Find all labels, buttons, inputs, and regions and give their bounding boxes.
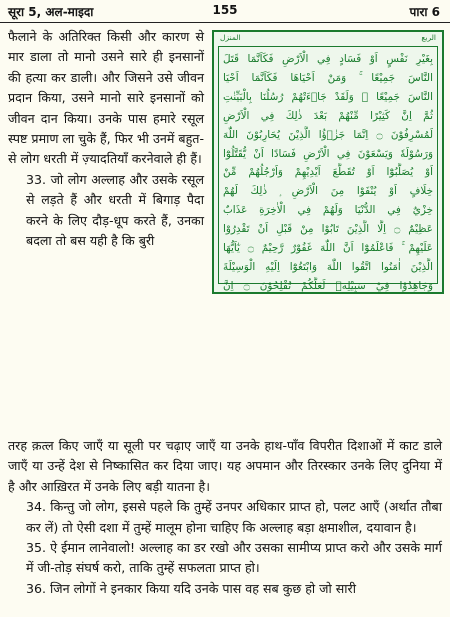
translation-column — [8, 27, 204, 251]
full-width-text — [8, 436, 442, 599]
translation-paragraph: फैलाने के अतिरिक्त किसी और कारण से मार डाला तो मानो उसने सारे ही इनसानों की हत्या कर डाली। और जिसने उसे जीवन प्रदान किया, उसने मानो सारे इनसानों को जीवन दान किया। उनके पास हमारे रसूल स्पष्ट प्रमाण ला चुके हैं, फिर भी उनमें बहुत-से लोग धरती में ज़्यादतियाँ करनेवाले ही हैं। — [8, 29, 204, 167]
manzil-marker: المنزل — [220, 33, 241, 42]
page-header — [0, 0, 450, 23]
arabic-text — [219, 47, 437, 296]
arabic-line: وَرَسُوْلَهٗ وَيَسْعَوْنَ فِي الْاَرْضِ فَسَادًا اَنْ يُّقَتَّلُوْٓا — [223, 147, 433, 160]
arabic-line: الَّذِيْنَ اٰمَنُوا اتَّقُوا اللّٰهَ وَابْتَغُوْٓا اِلَيْهِ الْوَسِيْلَةَ — [223, 260, 433, 273]
verse-33-start: 33. जो लोग अल्लाह और उसके रसूल से लड़ते हैं और धरती में बिगाड़ पैदा करने के लिए दौड़-धूप करते हैं, उनका बदला तो बस यही है कि बुरी — [26, 171, 204, 249]
page-number: 155 — [212, 3, 238, 17]
arabic-line: النَّاسَ جَمِيْعًا ۚ وَمَنْ اَحْيَاهَا فَكَاَنَّمَا اَحْيَا — [223, 71, 433, 84]
verse-33-continued: तरह क़त्ल किए जाएँ या सूली पर चढ़ाए जाएँ या उनके हाथ-पाँव विपरीत दिशाओं में काट डाले जाएँ या उन्हें देश से निष्कासित कर दिया जाए। यह अपमान और तिरस्कार उनके लिए दुनिया में है और आख़िरत में उनके लिए बड़ी यातना है। — [8, 438, 442, 494]
arabic-line: خِلَافٍ اَوْ يُنْفَوْا مِنَ الْاَرْضِ ۭ ذٰلِكَ لَهُمْ — [223, 185, 433, 198]
arabic-line: عَظِيْمٌ ۝ اِلَّا الَّذِيْنَ تَابُوْا مِنْ قَبْلِ اَنْ تَقْدِرُوْا — [223, 223, 433, 236]
surah-label: सूरा 5, अल-माइदा — [8, 5, 94, 19]
arabic-line: ثُمَّ اِنَّ كَثِيْرًا مِّنْهُمْ بَعْدَ ذٰلِكَ فِي الْاَرْضِ — [223, 109, 433, 122]
arabic-line: النَّاسَ جَمِيْعًا ۚ وَلَقَدْ جَاۗءَتْهُمْ رُسُلُنَا بِالْبَيِّنٰتِ — [223, 90, 433, 103]
verse-36-start: 36. जिन लोगों ने इनकार किया यदि उनके पास वह सब कुछ हो जो सारी — [26, 580, 356, 596]
arabic-line: لَمُسْرِفُوْنَ ۝ اِنَّمَا جَزٰۗؤُا الَّذِيْنَ يُحَارِبُوْنَ اللّٰهَ — [223, 128, 433, 141]
para-label: पारा 6 — [409, 5, 440, 19]
arabic-line: عَلَيْهِمْ ۚ فَاعْلَمُوْٓا اَنَّ اللّٰهَ غَفُوْرٌ رَّحِيْمٌ ۝ يٰٓاَيُّهَا — [223, 242, 433, 255]
arabic-line: خِزْيٌ فِي الدُّنْيَا وَلَهُمْ فِي الْاٰخِرَةِ عَذَابٌ — [223, 204, 433, 217]
arabic-panel — [212, 30, 444, 294]
verse-35: 35. ऐ ईमान लानेवालो! अल्लाह का डर रखो और उसका सामीप्य प्राप्त करो और उसके मार्ग में जी-तोड़ संघर्ष करो, ताकि तुम्हें सफलता प्राप्त हो। — [26, 540, 442, 576]
arabic-line: اَوْ يُصَلَّبُوْٓا اَوْ تُقَطَّعَ اَيْدِيْهِمْ وَاَرْجُلُهُمْ مِّنْ — [223, 166, 433, 179]
arabic-frame — [218, 46, 438, 292]
ruku-marker: الربع — [421, 33, 436, 42]
verse-34: 34. किन्तु जो लोग, इससे पहले कि तुम्हें उनपर अधिकार प्राप्त हो, पलट आएँ (अर्थात तौबा कर लें) तो ऐसी दशा में तुम्हें मालूम होना चाहिए कि अल्लाह बड़ा क्षमाशील, दयावान है। — [26, 499, 442, 535]
arabic-line: وَجَاهِدُوْا فِيْ سَبِيْلِهٖ لَعَلَّكُمْ تُفْلِحُوْنَ ۝ اِنَّ — [223, 279, 433, 292]
arabic-line: بِغَيْرِ نَفْسٍ اَوْ فَسَادٍ فِي الْاَرْضِ فَكَاَنَّمَا قَتَلَ — [223, 53, 433, 65]
